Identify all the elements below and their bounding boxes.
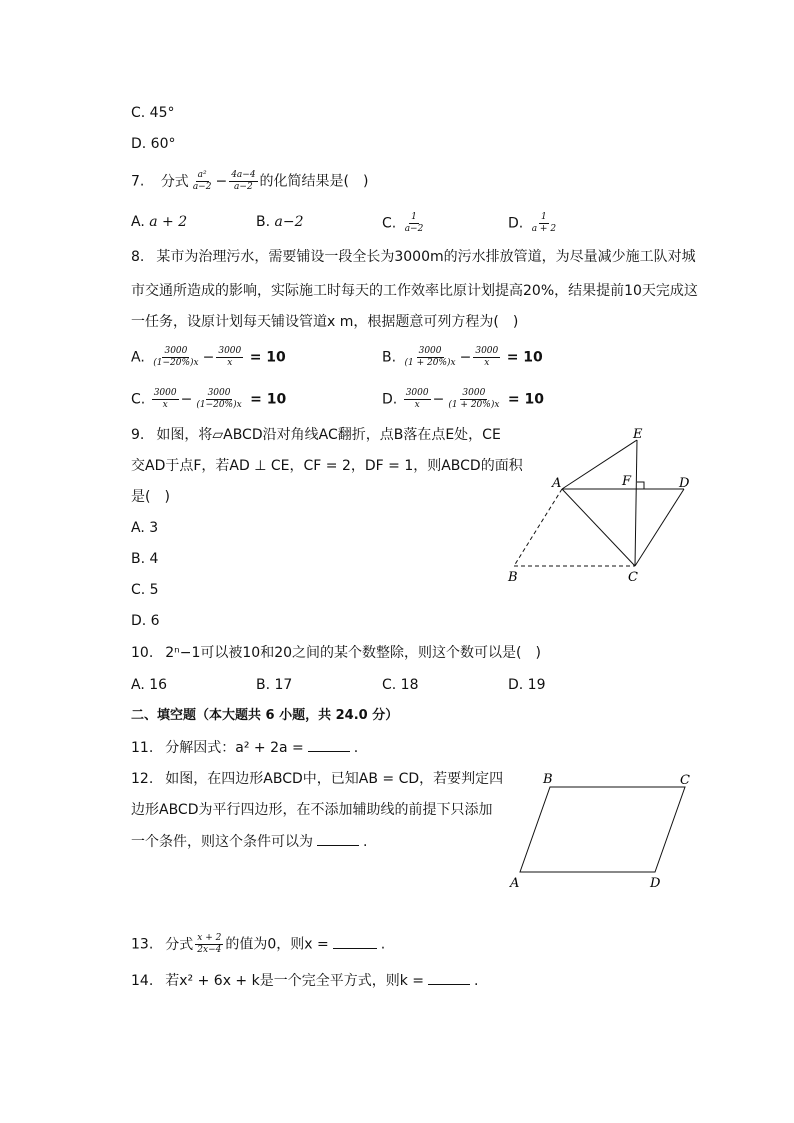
section-heading: 二、填空题（本大题共 6 小题，共 24.0 分） [131,708,399,723]
label-c: C [680,773,690,788]
answer-blank[interactable] [308,737,350,752]
question-8-line-1: 8. 某市为治理污水，需要铺设一段全长为3000m的污水排放管道，为尽量减少施工队对城 [131,249,696,265]
label-c: C [628,570,638,585]
line-ec [635,440,637,566]
option-c-prev: C. 45° [131,105,175,121]
question-text: 分式 [160,173,189,190]
question-text: 的化简结果是( ) [259,173,369,190]
fraction: $\frac{4a-4}{a-2}$ [231,170,256,192]
q9-option-d: D. 6 [131,613,160,629]
q8-option-b: B. $\frac{3000}{(1 + 20\%)x}$ − $\frac{3000}{x}$ = 10 [382,346,543,368]
question-12-line-3: 一个条件，则这个条件可以为 . [131,831,367,852]
question-8-line-3: 一任务，设原计划每天铺设管道x m，根据题意可列方程为( ) [131,314,519,330]
q8-option-c: C. $\frac{3000}{x}$ − $\frac{3000}{(1-20\%)x}$ = 10 [131,388,287,410]
q10-option-b: B. 17 [256,677,293,693]
q9-option-a: A. 3 [131,520,159,536]
label-d: D [650,876,661,891]
label-a: A [510,876,520,891]
question-number: 7. [131,173,145,190]
q7-option-c: C. $\frac{1}{a-2}$ [382,212,424,234]
right-angle-mark [637,482,644,489]
label-e: E [633,427,643,442]
answer-blank[interactable] [317,831,359,846]
answer-blank[interactable] [428,970,470,985]
q7-option-b: B. a−2 [256,214,304,230]
q9-option-b: B. 4 [131,551,159,567]
label-f: F [622,474,632,489]
question-14: 14. 若x² + 6x + k是一个完全平方式，则k = . [131,970,478,991]
label-b: B [543,772,553,787]
question-10: 10. 2ⁿ−1可以被10和20之间的某个数整除，则这个数可以是( ) [131,645,541,661]
question-11: 11. 分解因式：a² + 2a = . [131,737,358,758]
q8-option-d: D. $\frac{3000}{x}$ − $\frac{3000}{(1 + 20\%)x}$ = 10 [382,388,544,410]
label-d: D [679,476,690,491]
q7-option-a: A. a + 2 [131,214,188,230]
q10-option-c: C. 18 [382,677,419,693]
q10-option-a: A. 16 [131,677,168,693]
fraction: $\frac{\text{a²}}{a-2}$ [192,170,212,192]
question-9-line-1: 9. 如图，将▱ABCD沿对角线AC翻折，点B落在点E处，CE [131,427,501,443]
line-ab-dashed [514,489,562,566]
line-ac [562,489,635,566]
question-12-line-1: 12. 如图，在四边形ABCD中，已知AB = CD，若要判定四 [131,771,504,787]
q7-option-d: D. $\frac{1}{a + 2}$ [508,212,557,234]
line-dc [635,489,684,566]
q8-option-a: A. $\frac{3000}{(1-20\%)x}$ − $\frac{3000}{x}$ = 10 [131,346,286,368]
label-b: B [508,570,518,585]
q12-figure [505,770,705,895]
parallelogram-abcd [520,787,685,872]
question-13: 13. 分式 $\frac{x + 2}{2x-4}$ 的值为0，则x = . [131,933,386,955]
label-a: A [552,476,562,491]
question-8-line-2: 市交通所造成的影响，实际施工时每天的工作效率比原计划提高20%，结果提前10天完成这 [131,283,698,299]
q9-option-c: C. 5 [131,582,159,598]
question-7: 7. 分式 $\frac{\text{a²}}{a-2}$ − $\frac{4a-4}{a-2}$ 的化简结果是( ) [131,170,369,192]
question-9-line-2: 交AD于点F，若AD ⊥ CE，CF = 2，DF = 1，则ABCD的面积 [131,458,523,474]
answer-blank[interactable] [333,934,377,949]
q10-option-d: D. 19 [508,677,546,693]
q9-figure [500,425,700,590]
question-12-line-2: 边形ABCD为平行四边形，在不添加辅助线的前提下只添加 [131,802,493,818]
question-9-line-3: 是( ) [131,489,170,505]
option-d-prev: D. 60° [131,136,176,152]
